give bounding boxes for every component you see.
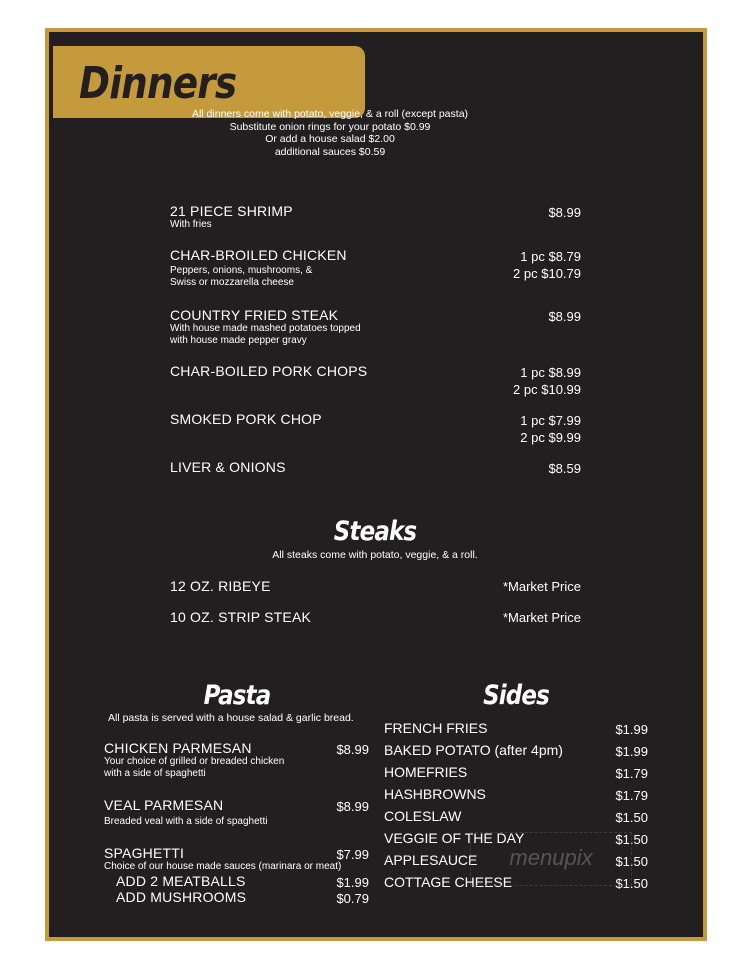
pasta-addon-name: ADD 2 MEATBALLS xyxy=(116,873,246,889)
dinner-item-name: LIVER & ONIONS xyxy=(170,459,286,475)
steak-item-name: 12 OZ. RIBEYE xyxy=(170,578,271,594)
dinner-item-prices xyxy=(513,364,581,398)
intro-line: Or add a house salad $2.00 xyxy=(265,133,395,145)
pasta-item-price: $7.99 xyxy=(336,847,369,862)
dinner-item-name: CHAR-BOILED PORK CHOPS xyxy=(170,363,368,379)
dinner-item-liver xyxy=(170,459,286,475)
pasta-item-spaghetti xyxy=(104,845,341,873)
steaks-note: All steaks come with potato, veggie, & a roll. xyxy=(272,549,478,561)
page-title: Dinners xyxy=(79,58,237,109)
side-item-name: BAKED POTATO (after 4pm) xyxy=(384,742,563,758)
side-item-name: COLESLAW xyxy=(384,808,462,824)
dinner-item-desc: Swiss or mozzarella cheese xyxy=(170,277,294,288)
steak-item-name: 10 OZ. STRIP STEAK xyxy=(170,609,312,625)
pasta-item-name: VEAL PARMESAN xyxy=(104,797,224,813)
pasta-item-desc: Breaded veal with a side of spaghetti xyxy=(104,816,268,827)
side-item-price: $1.50 xyxy=(615,810,648,825)
intro-line: All dinners come with potato, veggie, & a roll (except pasta) xyxy=(191,108,469,120)
side-item-name: COTTAGE CHEESE xyxy=(384,874,513,890)
dinner-item-prices xyxy=(520,412,581,446)
pasta-item-desc: Choice of our house made sauces (marinara or meat) xyxy=(104,861,342,872)
side-item-name: HASHBROWNS xyxy=(384,786,486,802)
dinner-item-desc: with house made pepper gravy xyxy=(170,335,307,346)
side-item-name: VEGGIE OF THE DAY xyxy=(384,830,525,846)
intro-line: Substitute onion rings for your potato $0.99 xyxy=(229,120,431,133)
dinner-item-price: 2 pc $10.99 xyxy=(513,382,581,397)
pasta-item-veal xyxy=(104,797,267,828)
pasta-note: All pasta is served with a house salad & garlic bread. xyxy=(108,712,354,724)
dinner-item-chicken xyxy=(170,247,347,289)
side-item-name: APPLESAUCE xyxy=(384,852,478,868)
dinner-item-desc: With house made mashed potatoes topped xyxy=(170,323,361,334)
dinner-item-price: 1 pc $8.99 xyxy=(520,365,581,380)
side-item-name: FRENCH FRIES xyxy=(384,720,488,736)
steak-item-price: *Market Price xyxy=(502,610,581,625)
dinner-item-smoked-pork xyxy=(170,411,322,427)
pasta-addon-price: $0.79 xyxy=(336,891,369,906)
dinner-item-price: 1 pc $8.79 xyxy=(520,249,581,264)
dinner-item-name: CHAR-BROILED CHICKEN xyxy=(170,247,347,263)
steak-item-price: *Market Price xyxy=(502,579,581,594)
dinner-item-prices xyxy=(513,248,581,282)
dinner-item-price: $8.99 xyxy=(548,309,581,324)
side-item-price: $1.79 xyxy=(615,766,648,781)
side-item-price: $1.50 xyxy=(615,832,648,847)
watermark: menupix xyxy=(470,832,632,886)
pasta-addon-price: $1.99 xyxy=(336,875,369,890)
dinners-intro xyxy=(100,108,560,158)
pasta-item-price: $8.99 xyxy=(336,799,369,814)
dinner-item-name: 21 PIECE SHRIMP xyxy=(170,203,293,219)
pasta-addon-name: ADD MUSHROOMS xyxy=(116,889,247,905)
dinner-item-pork-chops xyxy=(170,363,367,379)
intro-line: additional sauces $0.59 xyxy=(274,145,386,158)
sides-title: Sides xyxy=(483,680,549,711)
side-item-name: HOMEFRIES xyxy=(384,764,468,780)
dinner-item-price: 1 pc $7.99 xyxy=(520,413,581,428)
pasta-item-price: $8.99 xyxy=(336,742,369,757)
dinner-item-name: COUNTRY FRIED STEAK xyxy=(170,307,339,323)
pasta-item-chicken xyxy=(104,740,284,780)
side-item-price: $1.79 xyxy=(615,788,648,803)
dinner-item-name: SMOKED PORK CHOP xyxy=(170,411,322,427)
dinner-item-price: $8.99 xyxy=(548,205,581,220)
dinner-item-desc: Peppers, onions, mushrooms, & xyxy=(170,265,313,276)
pasta-title: Pasta xyxy=(203,680,271,711)
side-item-price: $1.99 xyxy=(615,744,648,759)
dinner-item-price: 2 pc $9.99 xyxy=(520,430,581,445)
dinner-item-shrimp xyxy=(170,203,293,231)
dinner-item-fried-steak xyxy=(170,307,361,347)
side-item-price: $1.50 xyxy=(615,876,648,891)
side-item-price: $1.50 xyxy=(615,854,648,869)
dinner-item-price: $8.59 xyxy=(548,461,581,476)
side-item-price: $1.99 xyxy=(615,722,648,737)
pasta-item-desc: Your choice of grilled or breaded chicken xyxy=(104,756,285,767)
pasta-item-name: SPAGHETTI xyxy=(104,845,185,861)
pasta-item-desc: with a side of spaghetti xyxy=(104,768,206,779)
dinner-item-desc: With fries xyxy=(170,219,212,230)
pasta-item-name: CHICKEN PARMESAN xyxy=(104,740,252,756)
dinner-item-price: 2 pc $10.79 xyxy=(513,266,581,281)
steaks-title: Steaks xyxy=(333,516,417,547)
